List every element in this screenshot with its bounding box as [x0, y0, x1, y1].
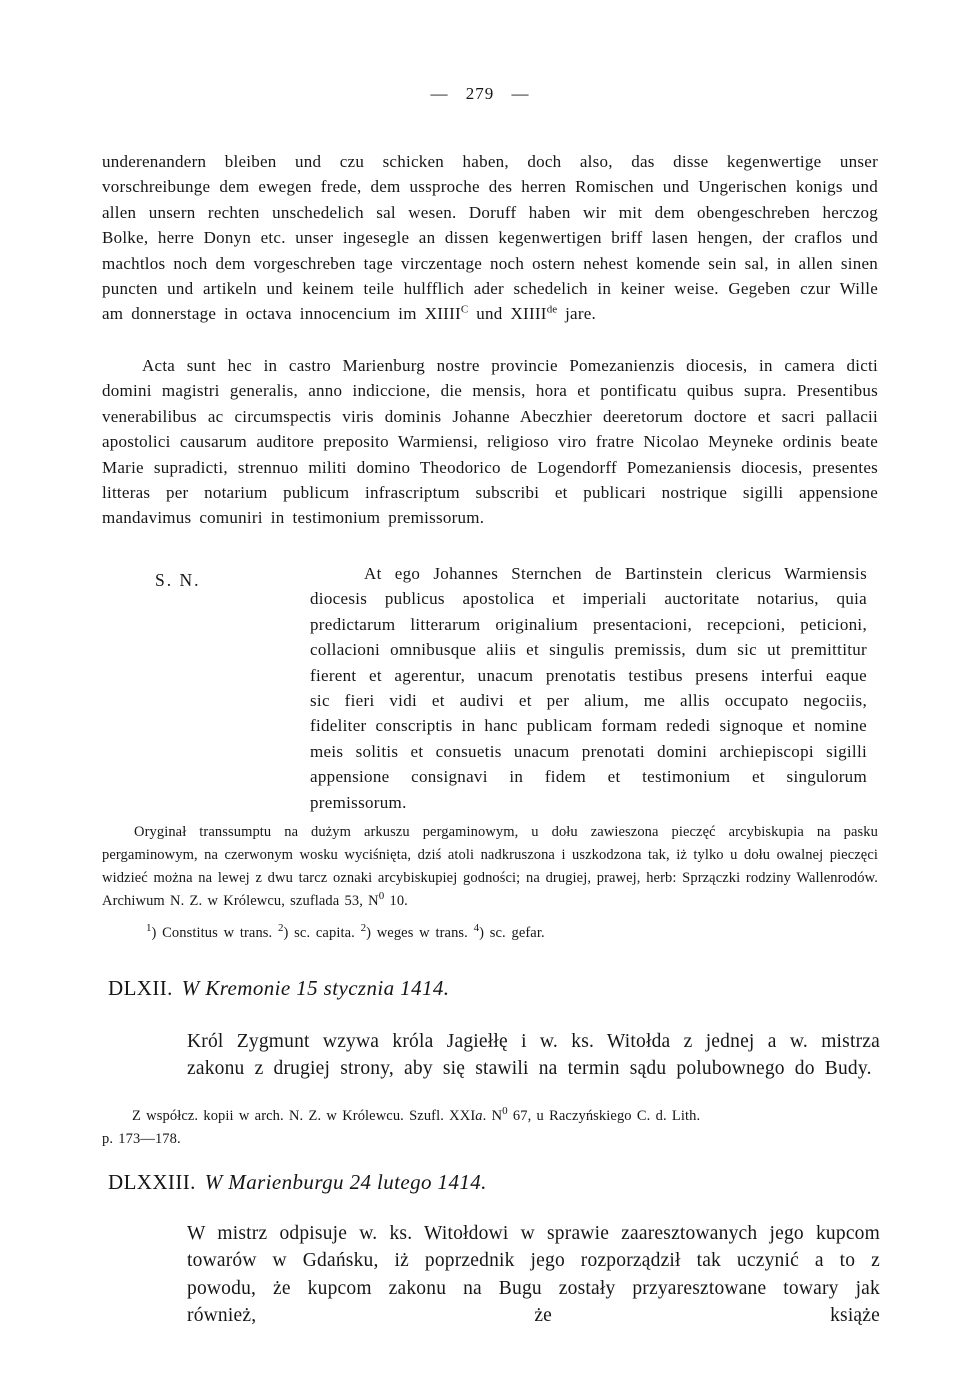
entry-dlxxiii-number: DLXXIII.	[108, 1170, 196, 1194]
entry-dlxii-summary: Król Zygmunt wzywa króla Jagiełłę i w. ks. Witołda z jednej a w. mistrza zakonu z drugiej strony, aby się stawili na termin sądu polubownego do Budy.	[187, 1030, 880, 1080]
source-text-mid: . N	[482, 1107, 503, 1124]
footnote-3	[360, 922, 474, 941]
entry-dlxxiii-summary: W mistrz odpisuje w. ks. Witołdowi w sprawie zaaresztowanych jego kupcom towarów w Gdańsku, iż poprzednik jego rozporządził tak uczynić a to z powodu, że kupcom zakonu na Bugu zostały przyaresztowane towary jak również, że książe	[187, 1222, 880, 1327]
page-number-text: — 279 —	[430, 84, 530, 103]
footnote-1	[146, 922, 279, 941]
source-shelf-letter: a	[475, 1107, 483, 1124]
superscript-c: C	[460, 303, 469, 316]
charter-text-post: jare.	[557, 304, 597, 324]
entry-dlxii-source-pages: p. 173—178.	[102, 1130, 181, 1147]
charter-text-pre: underenandern bleiben und czu schicken haben, doch also, das disse kegenwertige unser vorschreibunge dem ewegen frede, dem ussproche des herren Romischen und Ungerischen konigs und allen unsern rechten unschedelich sal wesen. Doruff haben wir mit dem obengeschreben herczog Bolke, herre Donyn etc. unser ingesegle an dissen kegenwertigen briff lasen hengen, der craflos und machtlos noch dem vorgeschreben tage virczentage noch ostern nehest komende sein sal, in allen sinen puncten und artikeln und keinem teile hulfflich ader schedelich in keiner weise. Gegeben czur Wille am donnerstage in octava innocencium im XIIII	[102, 152, 878, 324]
entry-dlxii-number: DLXII.	[108, 976, 173, 1000]
paragraph-notarial-attestation: At ego Johannes Sternchen de Bartinstein clericus Warmiensis diocesis publicus apostolica et imperiali auctoritate notarius, quia predictarum litterarum originalium presentacioni, recepcioni, peticioni, collacioni omnibusque aliis et singulis premissis, dum sic ut premittitur fierent et agerentur, unacum prenotatis testibus presens interfui eaque sic fieri vidi et audivi et per alium, me allis occupato negociis, fideliter conscriptis in hanc publicam formam rededi signoque et nomine meis solitis et consuetis unacum prenotati domini archiepiscopi sigilli appensione consignavi in fidem et testimonium et singulorum premissorum.	[310, 564, 868, 812]
footnote-4	[473, 922, 545, 941]
source-text-post: 67, u Raczyńskiego C. d. Lith.	[507, 1107, 701, 1124]
footnote-4-text: ) sc. gefar.	[479, 925, 545, 941]
superscript-zero: 0	[502, 1104, 508, 1117]
footnote-2-text: ) sc. capita.	[283, 925, 361, 941]
notary-sign-label: S. N.	[155, 570, 201, 590]
paragraph-acta-latin: Acta sunt hec in castro Marienburg nostre provincie Pomezanienzis diocesis, in camera dicti domini magistri generalis, anno indiccione, die mensis, hora et pontificatu quibus supra. Presentibus venerabilibus ac circumspectis viris dominis Johanne Abeczhier deeretorum doctore et sacri pallacii apostolici causarum auditore preposito Warmiensi, religioso viro fratre Nicolao Meyneke ordinis beate Marie supradicti, strennuo militi domino Theodorico de Logendorff Pomezaniensis diocesis, presentes litteras per notarium publicum infrascriptum subscribi et publicari nostrique sigilli appensione mandavimus comuniri in testimonium premissorum.	[102, 356, 878, 528]
entry-dlxii-title: W Kremonie 15 stycznia 1414.	[181, 976, 450, 1000]
superscript-de: de	[546, 303, 558, 316]
footnote-4-marker: 4	[473, 922, 480, 935]
footnote-3-text: ) weges w trans.	[366, 925, 474, 941]
entry-dlxxiii-title: W Marienburgu 24 lutego 1414.	[204, 1170, 487, 1194]
footnotes-line	[102, 922, 878, 945]
entry-dlxii-source	[102, 1105, 878, 1128]
paragraph-charter-german	[102, 149, 878, 327]
entry-heading-dlxii	[108, 976, 449, 1001]
provenance-text-post: 10.	[384, 893, 408, 910]
page-number	[0, 84, 960, 104]
footnote-3-marker: 2	[360, 922, 367, 935]
footnote-2-marker: 2	[278, 922, 284, 935]
provenance-note	[102, 821, 878, 914]
source-text-pre: Z współcz. kopii w arch. N. Z. w Królewcu. Szufl. XXI	[132, 1107, 476, 1124]
footnote-1-marker: 1	[146, 922, 152, 935]
entry-heading-dlxxiii	[108, 1170, 487, 1195]
superscript-zero: 0	[378, 890, 385, 903]
charter-text-mid: und XIIII	[468, 304, 547, 324]
footnote-1-text: ) Constitus w trans.	[151, 925, 279, 941]
footnote-2	[278, 922, 361, 941]
provenance-text-pre: Oryginał transsumptu na dużym arkuszu pergaminowym, u dołu zawieszona pieczęć arcybiskupia na pasku pergaminowym, na czerwonym wosku wyciśnięta, dziś atoli nadkruszona i uszkodzona tak, iż tylko u dołu owalnej pieczęci widzieć można na lewej z dwu tarcz oznaki arcybiskupiej godności; na drugiej, prawej, herb: Sprzączki rodziny Wallenrodów. Archiwum N. Z. w Królewcu, szuflada 53, N	[102, 823, 878, 910]
